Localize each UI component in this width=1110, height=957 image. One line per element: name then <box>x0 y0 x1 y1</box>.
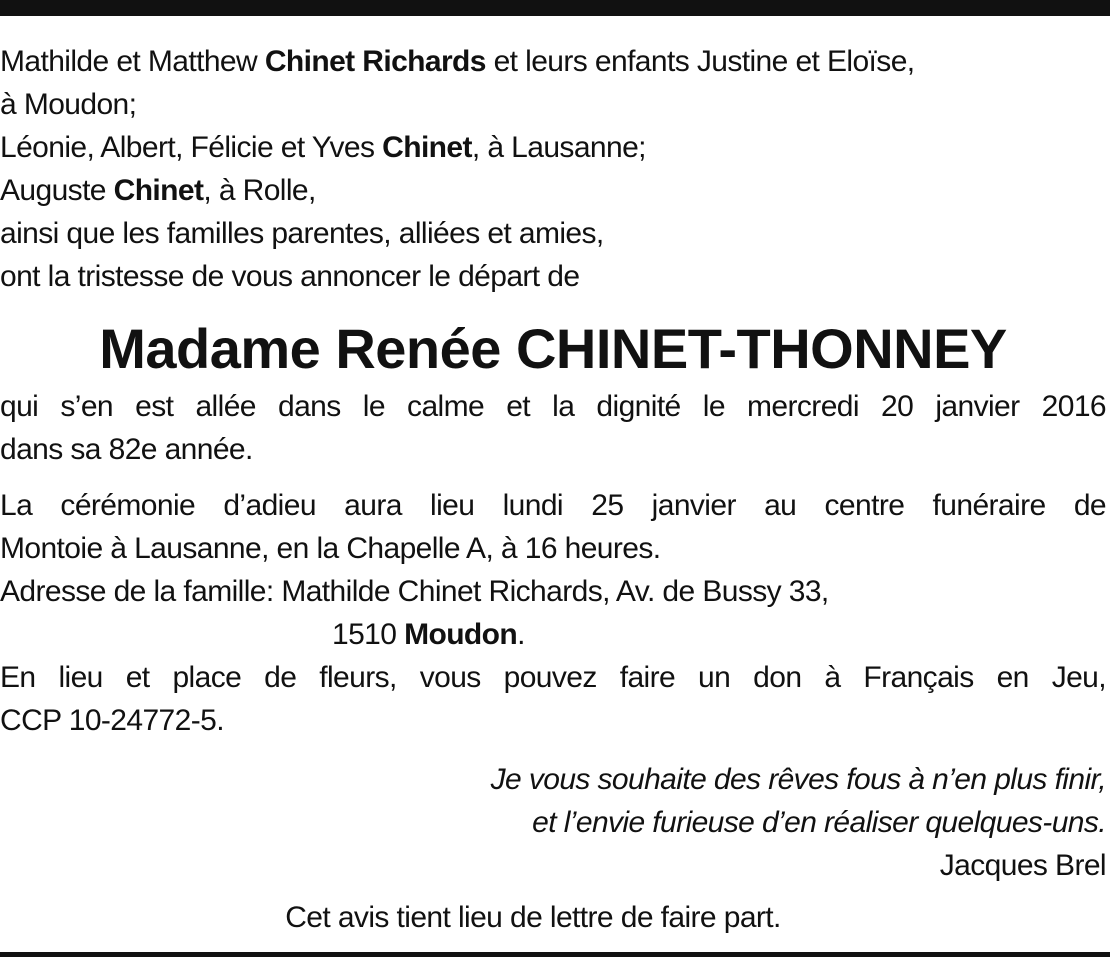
passing-line-2: dans sa 82e année. <box>0 433 253 466</box>
passing-line-1: qui s’en est allée dans le calme et la dignité le mercredi 20 janvier 2016 <box>0 390 1106 423</box>
donation-line-2: CCP 10-24772-5. <box>0 704 224 737</box>
family-line-1 <box>0 40 1106 83</box>
closing-note: Cet avis tient lieu de lettre de faire part. <box>285 901 781 934</box>
family-line-4 <box>0 169 1106 212</box>
family-line-2: à Moudon; <box>0 88 137 121</box>
quote-line-1 <box>0 758 1106 801</box>
bottom-rule <box>0 952 1110 957</box>
family-line-5: ainsi que les familles parentes, alliées et amies, <box>0 217 604 250</box>
family-location: , à Lausanne; <box>471 131 646 164</box>
address-line-2 <box>0 613 1106 656</box>
quote <box>0 758 1106 887</box>
ceremony-line-2: Montoie à Lausanne, en la Chapelle A, à 16 heures. <box>0 532 661 565</box>
family-names: Mathilde et Matthew <box>0 45 265 78</box>
address-city: Moudon <box>404 618 518 651</box>
quote-author: Jacques Brel <box>939 849 1106 882</box>
donation-line-1: En lieu et place de fleurs, vous pouvez faire un don à Français en Jeu, <box>0 661 1106 694</box>
family-children: et leurs enfants Justine et Eloïse, <box>485 45 915 78</box>
family-names: Auguste <box>0 174 114 207</box>
obituary-notice <box>0 40 1106 939</box>
quote-text: Je vous souhaite des rêves fous à n’en plus finir, <box>490 763 1106 796</box>
family-names: Léonie, Albert, Félicie et Yves <box>0 131 383 164</box>
family-surname: Chinet Richards <box>264 45 486 78</box>
family-surname: Chinet <box>113 174 204 207</box>
ceremony-line-1: La cérémonie d’adieu aura lieu lundi 25 janvier au centre funéraire de <box>0 489 1106 522</box>
quote-text: et l’envie furieuse d’en réaliser quelques-uns. <box>532 806 1106 839</box>
family-line-6: ont la tristesse de vous annoncer le départ de <box>0 260 580 293</box>
family-surname: Chinet <box>382 131 472 164</box>
address-line-1: Adresse de la famille: Mathilde Chinet Richards, Av. de Bussy 33, <box>0 575 829 608</box>
address-end: . <box>517 618 525 651</box>
family-location: , à Rolle, <box>203 174 316 207</box>
quote-line-2 <box>0 801 1106 844</box>
family-line-3 <box>0 126 1106 169</box>
address-postcode: 1510 <box>332 618 405 651</box>
deceased-name: Madame Renée CHINET-THONNEY <box>99 317 1007 380</box>
top-rule <box>0 0 1110 16</box>
